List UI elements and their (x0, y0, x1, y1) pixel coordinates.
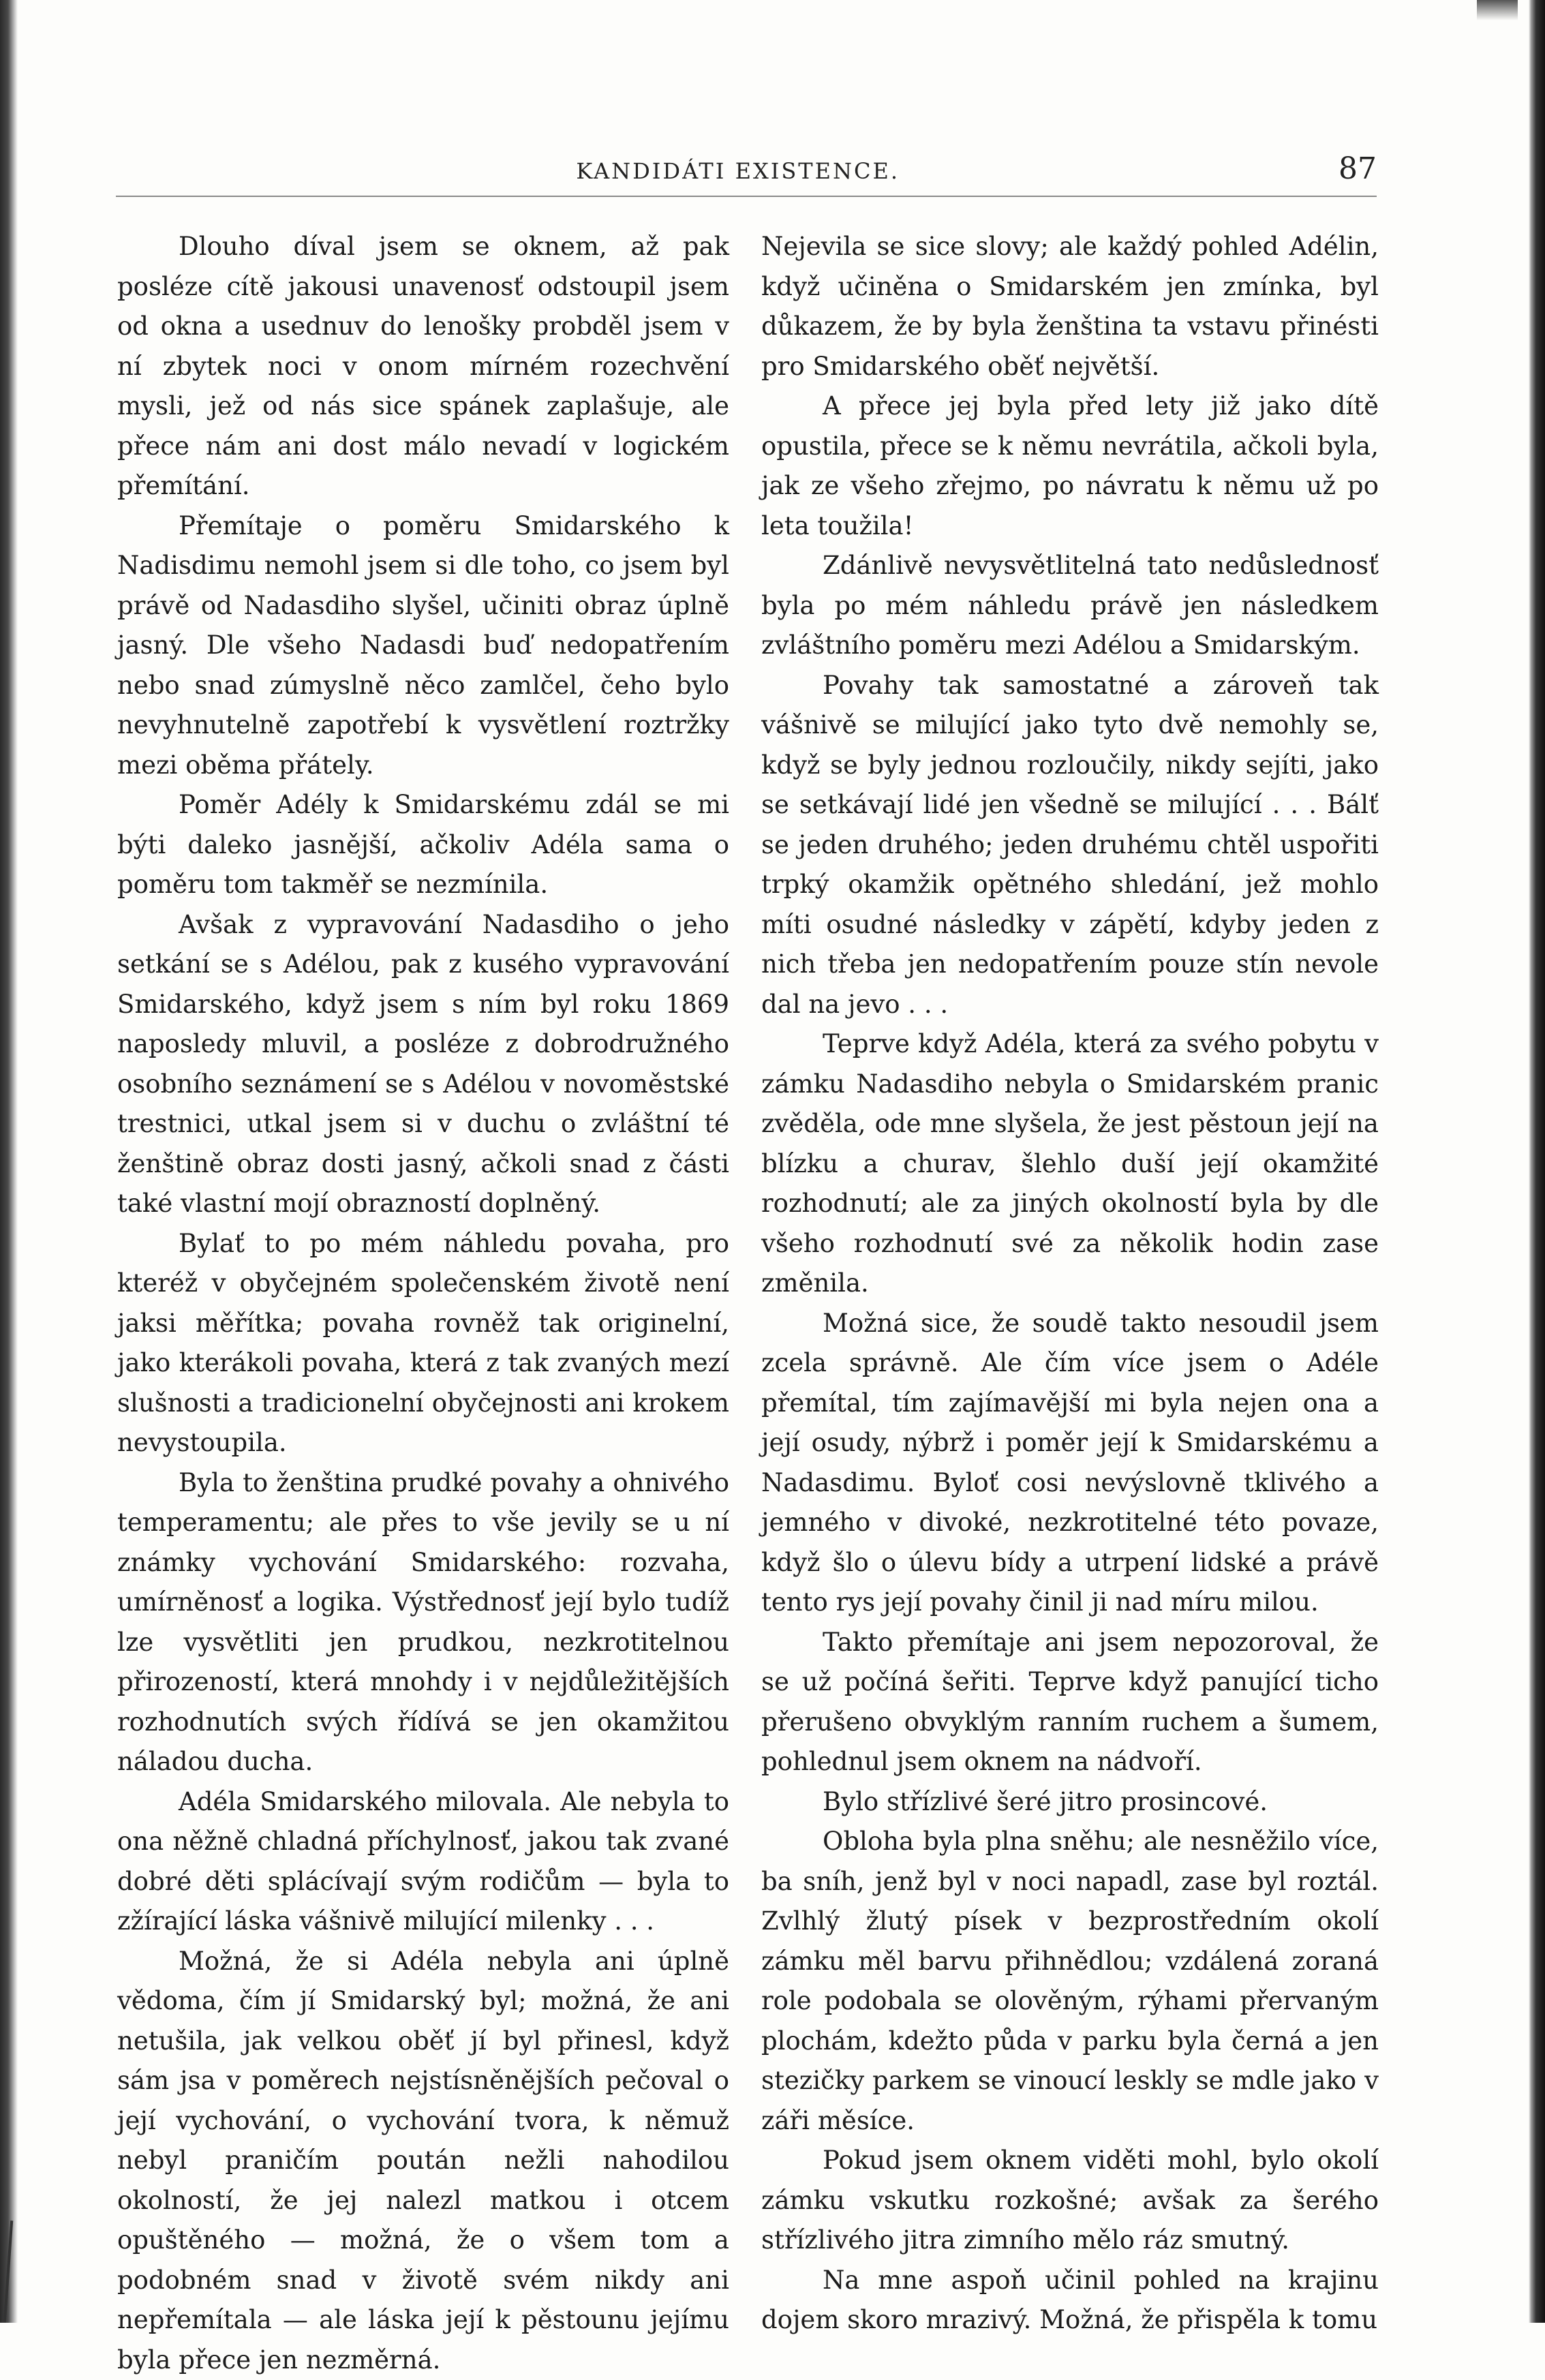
paragraph: Poměr Adély k Smidarskému zdál se mi býti daleko jasnější, ačkoliv Adéla sama o poměru tom takměř se nezmínila. (117, 785, 729, 905)
paragraph: Dlouho díval jsem se oknem, až pak posléze cítě jakousi unavenosť odstoupil jsem od okna a usednuv do lenošky probděl jsem v ní zbytek noci v onom mírném rozechvění mysli, jež od nás sice spánek zaplašuje, ale přece nám ani dost málo nevadí v logickém přemítání. (117, 227, 729, 506)
running-title: KANDIDÁTI EXISTENCE. (576, 158, 900, 184)
paragraph-continued: Nejevila se sice slovy; ale každý pohled Adélin, když učiněna o Smidarském jen zmínka, byl důkazem, že by byla ženština ta vstavu přinésti pro Smidarského oběť největší. (761, 227, 1379, 386)
paragraph: Obloha byla plna sněhu; ale nesněžilo více, ba sníh, jenž byl v noci napadl, zase byl roztál. Zvlhlý žlutý písek v bezprostředním okolí zámku měl barvu přihnědlou; vzdálená zoraná role podobala se olověným, rýhami přervaným plochám, kdežto půda v parku byla černá a jen stezičky parkem se vinoucí leskly se mdle jako v záři měsíce. (761, 1822, 1379, 2141)
page-number: 87 (1339, 151, 1377, 186)
scan-right-edge (1529, 0, 1545, 2323)
scan-left-edge (0, 0, 18, 2323)
paragraph: Zdánlivě nevysvětlitelná tato nedůslednosť byla po mém náhledu právě jen následkem zvláštního poměru mezi Adélou a Smidarským. (761, 546, 1379, 666)
paragraph: Přemítaje o poměru Smidarského k Nadisdimu nemohl jsem si dle toho, co jsem byl právě od Nadasdiho slyšel, učiniti obraz úplně jasný. Dle všeho Nadasdi buď nedopatřením nebo snad zúmyslně něco zamlčel, čeho bylo nevyhnutelně zapotřebí k vysvětlení roztržky mezi oběma přátely. (117, 506, 729, 786)
header-rule (116, 196, 1377, 197)
paragraph: Bylať to po mém náhledu povaha, pro kteréž v obyčejném společenském životě není jaksi měřítka; povaha rovněž tak originelní, jako kterákoli povaha, která z tak zvaných mezí slušnosti a tradicionelní obyčejnosti ani krokem nevystoupila. (117, 1224, 729, 1463)
right-column (761, 227, 1379, 2340)
page-header (116, 151, 1377, 199)
paragraph: Byla to ženština prudké povahy a ohnivého temperamentu; ale přes to vše jevily se u ní známky vychování Smidarského: rozvaha, umírněnosť a logika. Výstřednosť její bylo tudíž lze vysvětliti jen prudkou, nezkrotitelnou přirozeností, která mnohdy i v nejdůležitějších rozhodnutích svých řídívá se jen okamžitou náladou ducha. (117, 1463, 729, 1782)
paragraph: Povahy tak samostatné a zároveň tak vášnivě se milující jako tyto dvě nemohly se, když se byly jednou rozloučily, nikdy sejíti, jako se setkávají lidé jen všedně se milující . . . Bálť se jeden druhého; jeden druhému chtěl uspořiti trpký okamžik opětného shledání, jež mohlo míti osudné následky v zápětí, kdyby jeden z nich třeba jen nedopatřením pouze stín nevole dal na jevo . . . (761, 666, 1379, 1025)
paragraph: Adéla Smidarského milovala. Ale nebyla to ona něžně chladná příchylnosť, jakou tak zvané dobré děti splácívají svým rodičům — byla to zžírající láska vášnivě milující milenky . . . (117, 1782, 729, 1942)
paragraph: Na mne aspoň učinil pohled na krajinu dojem skoro mrazivý. Možná, že přispěla k tomu (761, 2261, 1379, 2340)
paragraph: Možná, že si Adéla nebyla ani úplně vědoma, čím jí Smidarský byl; možná, že ani netušila, jak velkou oběť jí byl přinesl, když sám jsa v poměrech nejstísněnějších pečoval o její vychování, o vychování tvora, k němuž nebyl praničím poután nežli nahodilou okolností, že jej nalezl matkou i otcem opuštěného — možná, že o všem tom a podobném snad v životě svém nikdy ani nepřemítala — ale láska její k pěstounu jejímu byla přece jen nezměrná. (117, 1942, 729, 2380)
paragraph: Teprve když Adéla, která za svého pobytu v zámku Nadasdiho nebyla o Smidarském pranic zvěděla, ode mne slyšela, že jest pěstoun její na blízku a churav, šlehlo duší její okamžité rozhodnutí; ale za jiných okolností byla by dle všeho rozhodnutí své za několik hodin zase změnila. (761, 1024, 1379, 1304)
paragraph: Bylo střízlivé šeré jitro prosincové. (761, 1782, 1379, 1822)
paragraph: Pokud jsem oknem viděti mohl, bylo okolí zámku vskutku rozkošné; avšak za šerého střízlivého jitra zimního mělo ráz smutný. (761, 2141, 1379, 2261)
paragraph: Avšak z vypravování Nadasdiho o jeho setkání se s Adélou, pak z kusého vypravování Smidarského, když jsem s ním byl roku 1869 naposledy mluvil, a posléze z dobrodružného osobního seznámení se s Adélou v novoměstské trestnici, utkal jsem si v duchu o zvláštní té ženštině obraz dosti jasný, ačkoli snad z části také vlastní mojí obrazností doplněný. (117, 905, 729, 1224)
paragraph: Možná sice, že soudě takto nesoudil jsem zcela správně. Ale čím více jsem o Adéle přemítal, tím zajímavější mi byla nejen ona a její osudy, nýbrž i poměr její k Smidarskému a Nadasdimu. Bylоť cosi nevýslovně tklivého a jemného v divoké, nezkrotitelné této povaze, když šlo o úlevu bídy a utrpení lidské a právě tento rys její povahy činil ji nad míru milou. (761, 1304, 1379, 1623)
paragraph: A přece jej byla před lety již jako dítě opustila, přece se k němu nevrátila, ačkoli byla, jak ze všeho zřejmo, po návratu k němu už po leta toužila! (761, 386, 1379, 546)
left-column (117, 227, 729, 2380)
paragraph: Takto přemítaje ani jsem nepozoroval, že se už počíná šeřiti. Teprve když panující ticho přerušeno obvyklým ranním ruchem a šumem, pohlednul jsem oknem na nádvoří. (761, 1623, 1379, 1782)
scan-top-mark (1477, 0, 1518, 20)
